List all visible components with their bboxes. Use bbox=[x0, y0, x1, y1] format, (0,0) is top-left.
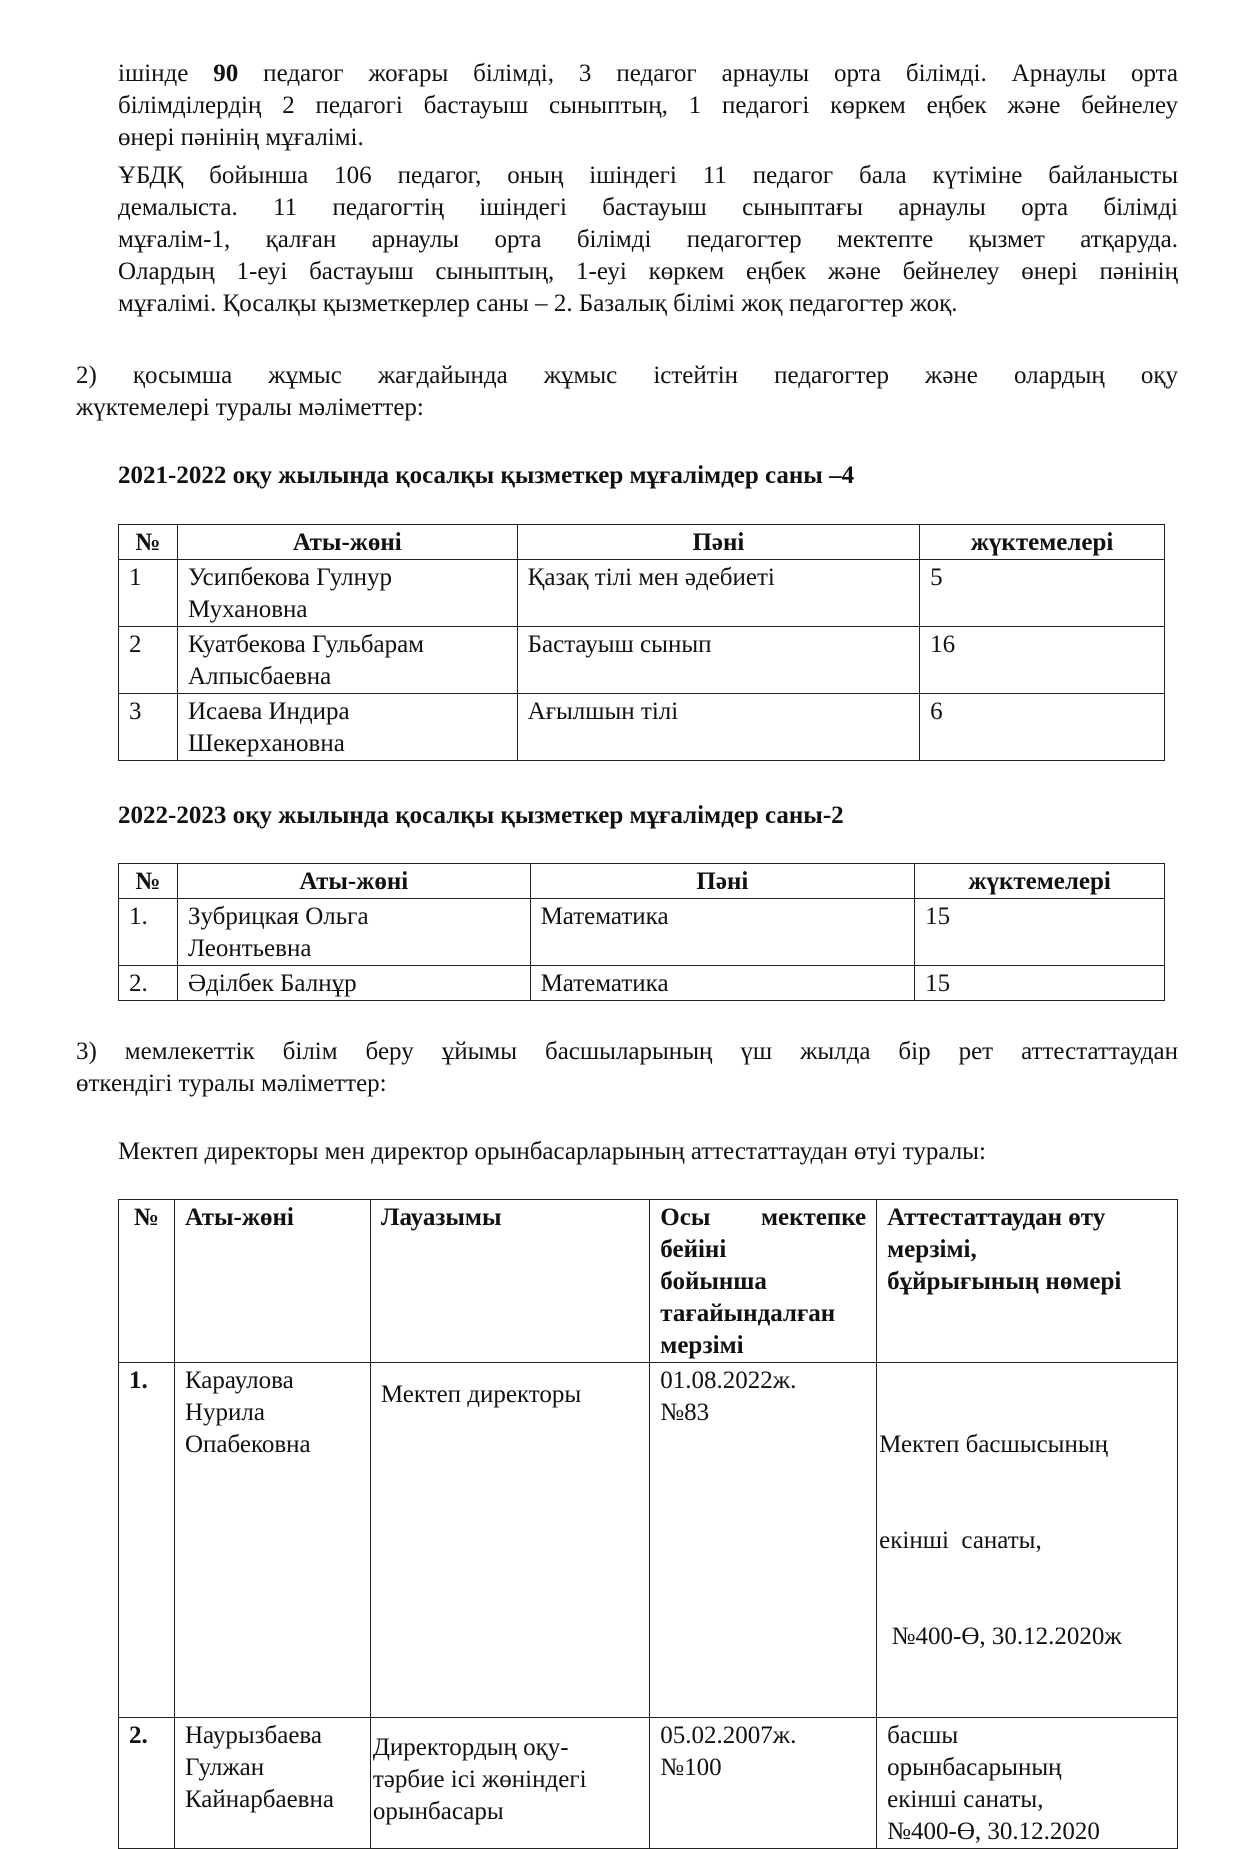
text-line: Олардың 1-еуі бастауыш сыныптың, 1-еуі көркем еңбек және бейнелеу өнері пәнінің bbox=[118, 258, 1178, 285]
cell-name: Исаева Индира Шекерхановна bbox=[177, 694, 517, 761]
col-header-name: Аты-жөні bbox=[177, 864, 530, 899]
table-row bbox=[119, 627, 1165, 694]
intro-paragraph-1 bbox=[118, 58, 1178, 154]
table1-title: 2021-2022 оқу жылында қосалқы қызметкер мұғалімдер саны –4 bbox=[118, 462, 855, 489]
cell-number: 2. bbox=[119, 966, 178, 1001]
cell-subject: Математика bbox=[530, 899, 915, 966]
cell-name: Наурызбаева Гулжан Кайнарбаевна bbox=[174, 1718, 370, 1849]
text-line: өнері пәнінің мұғалімі. bbox=[118, 124, 364, 151]
cell-name: Зубрицкая Ольга Леонтьевна bbox=[177, 899, 530, 966]
cell-name: Куатбекова Гульбарам Алпысбаевна bbox=[177, 627, 517, 694]
cell-load: 5 bbox=[920, 560, 1165, 627]
section-3-subheading: Мектеп директоры мен директор орынбасарларының аттестаттаудан өтуі туралы: bbox=[118, 1138, 986, 1165]
text-line: 3) мемлекеттік білім беру ұйымы басшыларының үш жылда бір рет аттестаттаудан bbox=[76, 1038, 1178, 1065]
cell-name: Әділбек Балнұр bbox=[177, 966, 530, 1001]
text-line: өткендігі туралы мәліметтер: bbox=[76, 1070, 387, 1097]
table-header-row bbox=[119, 864, 1165, 899]
col-header-subject: Пәні bbox=[517, 525, 919, 560]
cell-number: 2. bbox=[119, 1718, 175, 1849]
cell-appointed: 01.08.2022ж. №83 bbox=[650, 1363, 877, 1718]
table-row bbox=[119, 966, 1165, 1001]
text-line: мұғалім-1, қалған арнаулы орта білімді педагогтер мектепте қызмет атқаруда. bbox=[118, 226, 1178, 253]
cell-subject: Бастауыш сынып bbox=[517, 627, 919, 694]
table-row bbox=[119, 899, 1165, 966]
cell-position: Мектеп директоры bbox=[370, 1363, 649, 1718]
text-line: мұғалімі. Қосалқы қызметкерлер саны – 2. Базалық білімі жоқ педагогтер жоқ. bbox=[118, 290, 958, 317]
col-header-number: № bbox=[119, 525, 178, 560]
cell-attestation: Мектеп басшысының екінші санаты, №400-Ө, 30.12.2020ж bbox=[877, 1363, 1178, 1718]
intro-paragraph-2 bbox=[118, 160, 1178, 320]
cell-name: Усипбекова Гулнур Мухановна bbox=[177, 560, 517, 627]
text-line: ҰБДҚ бойынша 106 педагог, оның ішіндегі 11 педагог бала күтіміне байланысты bbox=[118, 162, 1178, 189]
cell-name: Караулова Нурила Опабековна bbox=[174, 1363, 370, 1718]
table-row bbox=[119, 560, 1165, 627]
cell-load: 16 bbox=[920, 627, 1165, 694]
text-line: демалыста. 11 педагогтің ішіндегі бастауыш сыныптағы арнаулы орта білімді bbox=[118, 194, 1178, 221]
cell-number: 3 bbox=[119, 694, 178, 761]
col-header-load: жүктемелері bbox=[920, 525, 1165, 560]
cell-subject: Математика bbox=[530, 966, 915, 1001]
cell-load: 15 bbox=[915, 966, 1165, 1001]
table-header-row bbox=[119, 525, 1165, 560]
section-2-text bbox=[76, 360, 1178, 424]
cell-number: 1 bbox=[119, 560, 178, 627]
cell-number: 1. bbox=[119, 899, 178, 966]
cell-attestation: басшы орынбасарының екінші санаты, №400-Ө, 30.12.2020 bbox=[877, 1718, 1178, 1849]
col-header-position: Лауазымы bbox=[370, 1200, 649, 1363]
table-row bbox=[119, 694, 1165, 761]
cell-subject: Ағылшын тілі bbox=[517, 694, 919, 761]
cell-position: Директордың оқу- тәрбие ісі жөніндегі орынбасары bbox=[370, 1718, 649, 1849]
col-header-name: Аты-жөні bbox=[174, 1200, 370, 1363]
col-header-load: жүктемелері bbox=[915, 864, 1165, 899]
text-line: білімділердің 2 педагогі бастауыш сыныптың, 1 педагогі көркем еңбек және бейнелеу bbox=[118, 92, 1178, 119]
text-line: 2) қосымша жұмыс жағдайында жұмыс істейтін педагогтер және олардың оқу bbox=[76, 362, 1178, 389]
cell-load: 15 bbox=[915, 899, 1165, 966]
col-header-attestation: Аттестаттаудан өту мерзімі, бұйрығының нөмері bbox=[877, 1200, 1178, 1363]
table-row bbox=[119, 1718, 1178, 1849]
text-line: жүктемелері туралы мәліметтер: bbox=[76, 394, 424, 421]
table-2022-2023 bbox=[118, 863, 1165, 1001]
table-header-row bbox=[119, 1200, 1178, 1363]
cell-number: 1. bbox=[119, 1363, 175, 1718]
col-header-appointed: Осы мектепке бейіні бойынша тағайындалған мерзімі bbox=[650, 1200, 877, 1363]
cell-subject: Қазақ тілі мен әдебиеті bbox=[517, 560, 919, 627]
table-row bbox=[119, 1363, 1178, 1718]
col-header-number: № bbox=[119, 1200, 175, 1363]
cell-load: 6 bbox=[920, 694, 1165, 761]
col-header-name: Аты-жөні bbox=[177, 525, 517, 560]
cell-number: 2 bbox=[119, 627, 178, 694]
col-header-number: № bbox=[119, 864, 178, 899]
section-3-text bbox=[76, 1036, 1178, 1100]
col-header-subject: Пәні bbox=[530, 864, 915, 899]
table-2021-2022 bbox=[118, 524, 1165, 761]
cell-appointed: 05.02.2007ж. №100 bbox=[650, 1718, 877, 1849]
table-attestation bbox=[118, 1199, 1178, 1849]
text-line: ішінде 90 педагог жоғары білімді, 3 педагог арнаулы орта білімді. Арнаулы орта bbox=[118, 60, 1178, 87]
table2-title: 2022-2023 оқу жылында қосалқы қызметкер мұғалімдер саны-2 bbox=[118, 802, 844, 829]
